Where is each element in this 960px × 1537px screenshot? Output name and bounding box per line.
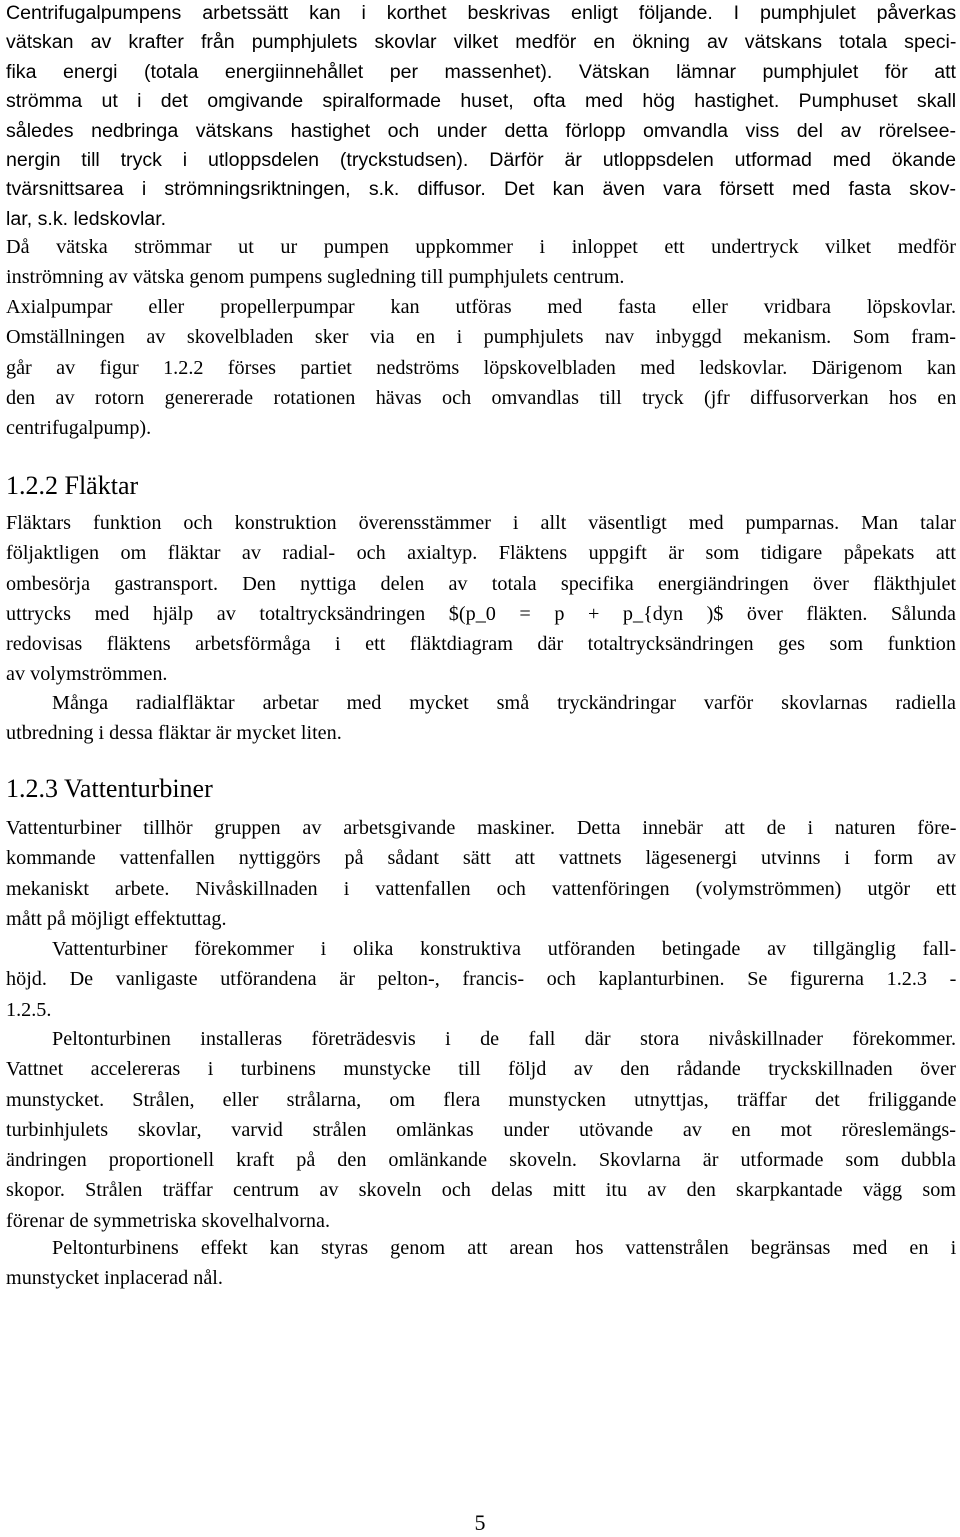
text-line: munstycket. Strålen, eller strålarna, om flera munstycken utnyttjas, träffar det friliggande <box>6 1088 957 1111</box>
paragraph-axial-pumps <box>6 292 956 443</box>
text-line: Axialpumpar eller propellerpumpar kan utföras med fasta eller vridbara löpskovlar. <box>6 296 956 318</box>
text-line: Vattenturbiner förekommer i olika konstruktiva utföranden betingade av tillgänglig fall- <box>52 938 957 960</box>
text-line: kommande vattenfallen nyttiggörs på sådant sätt att vattnets lägesenergi utvinns i form av <box>6 847 956 870</box>
text-line: 1.2.5. <box>6 998 52 1021</box>
text-line: nergin till tryck i utloppsdelen (tryckstudsen). Därför är utloppsdelen utformad med ökande <box>6 149 956 172</box>
text-line: munstycket inplacerad nål. <box>6 1267 223 1290</box>
text-line: centrifugalpump). <box>6 417 152 440</box>
text-line: strömma ut i det omgivande spiralformade huset, ofta med hög hastighet. Pumphuset skall <box>6 90 957 113</box>
text-line: Centrifugalpumpens arbetssätt kan i korthet beskrivas enligt följande. I pumphjulet påverkas <box>6 2 957 24</box>
text-line: skopor. Strålen träffar centrum av skoveln och delas mitt itu av den skarpkantade vägg som <box>6 1179 956 1202</box>
paragraph-turbine-types <box>6 934 956 1025</box>
paragraph-radial-fans <box>6 688 956 749</box>
text-line: Fläktars funktion och konstruktion överensstämmer i allt väsentligt med pumparnas. Man talar <box>6 512 956 534</box>
text-line: höjd. De vanligaste utförandena är pelton-, francis- och kaplanturbinen. Se figurerna 1.2.3 - <box>6 968 957 991</box>
text-line: Omställningen av skovelbladen sker via en i pumphjulets nav inbyggd mekanism. Som fram- <box>6 326 957 349</box>
text-line: Vattnet accelereras i turbinens munstycke till följd av den rådande tryckskillnaden över <box>6 1058 956 1081</box>
paragraph-inlet-underpressure <box>6 232 956 293</box>
text-line: förenar de symmetriska skovelhalvorna. <box>6 1209 331 1232</box>
text-line: går av figur 1.2.2 förses partiet nedströms löpskovelbladen med ledskovlar. Därigenom kan <box>6 356 956 379</box>
text-line: Peltonturbinen installeras företrädesvis i de fall där stora nivåskillnader förekommer. <box>52 1028 957 1050</box>
text-line: mekaniskt arbete. Nivåskillnaden i vattenfallen och vattenföringen (volymströmmen) utgör ett <box>6 877 957 900</box>
paragraph-fans-function <box>6 508 956 690</box>
text-line: lar, s.k. ledskovlar. <box>6 207 167 230</box>
text-line: ändringen proportionell kraft på den omlänkande skoveln. Skovlarna är utformade som dubbla <box>6 1149 956 1172</box>
text-line: inströmning av vätska genom pumpens sugledning till pumphjulets centrum. <box>6 266 625 289</box>
text-line: ombesörja gastransport. Den nyttiga delen av totala specifika energiändringen över fläkthjulet <box>6 572 957 595</box>
paragraph-pelton-power-control <box>6 1233 956 1294</box>
text-line: Då vätska strömmar ut ur pumpen uppkommer i inloppet ett undertryck vilket medför <box>6 236 956 258</box>
text-line: följaktligen om fläktar av radial- och axialtyp. Fläktens uppgift är som tidigare påpekats att <box>6 542 956 565</box>
text-line: uttrycks med hjälp av totaltrycksändringen $(p_0 = p + p_{dyn )$ över fläkten. Sålunda <box>6 602 956 625</box>
section-heading-fans: 1.2.2 Fläktar <box>6 471 139 500</box>
page-number: 5 <box>474 1510 486 1535</box>
text-line: redovisas fläktens arbetsförmåga i ett fläktdiagram där totaltrycksändringen ges som funktion <box>6 633 956 656</box>
paragraph-pelton-turbine <box>6 1024 956 1236</box>
text-line: tvärsnittsarea i strömningsriktningen, s.k. diffusor. Det kan även vara försett med fasta skov- <box>6 178 956 201</box>
text-line: utbredning i dessa fläktar är mycket liten. <box>6 722 342 745</box>
text-line: Vattenturbiner tillhör gruppen av arbetsgivande maskiner. Detta innebär att de i naturen före- <box>6 817 957 839</box>
text-line: vätskan av krafter från pumphjulets skovlar vilket medför en ökning av vätskans totala speci- <box>6 31 957 54</box>
text-line: således nedbringa vätskans hastighet och under detta förlopp omvandla viss del av rörelsee- <box>6 119 956 142</box>
text-line: av volymströmmen. <box>6 663 168 686</box>
text-line: Många radialfläktar arbetar med mycket små tryckändringar varför skovlarnas radiella <box>52 692 956 714</box>
text-line: turbinhjulets skovlar, varvid strålen omlänkas under utövande av en mot röreslemängs- <box>6 1118 956 1141</box>
paragraph-turbines-intro <box>6 813 956 934</box>
section-heading-water-turbines: 1.2.3 Vattenturbiner <box>6 774 213 803</box>
paragraph-centrifugal-pump-operation <box>6 0 956 234</box>
text-line: Peltonturbinens effekt kan styras genom att arean hos vattenstrålen begränsas med en i <box>52 1237 957 1259</box>
text-line: den av rotorn genererade rotationen hävas och omvandlas till tryck (jfr diffusorverkan hos en <box>6 386 957 409</box>
text-line: mått på möjligt effektuttag. <box>6 907 227 930</box>
text-line: fika energi (totala energiinnehållet per massenhet). Vätskan lämnar pumphjulet för att <box>6 60 956 83</box>
